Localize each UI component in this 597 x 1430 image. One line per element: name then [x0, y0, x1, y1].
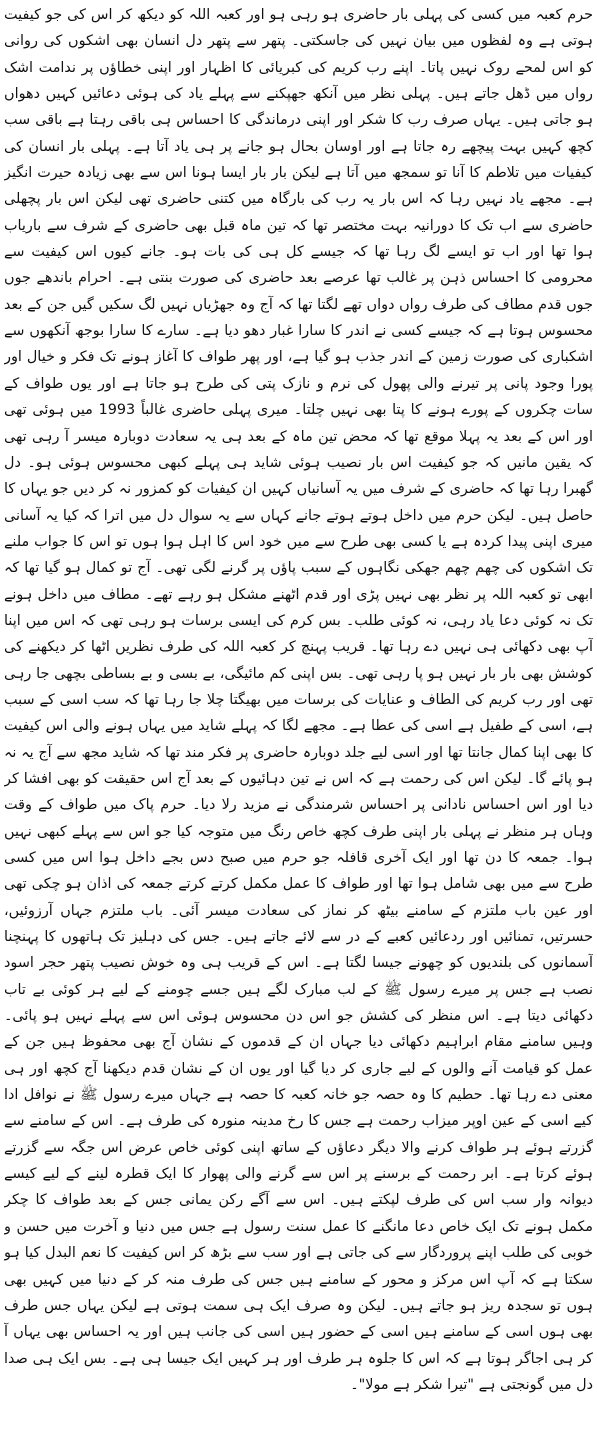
article-paragraph: حرم کعبہ میں کسی کی پہلی بار حاضری ہو رہی ہو اور کعبہ اللہ کو دیکھ کر اس کی جو کیفیت ہوتی ہے وہ لفظوں میں بیان نہیں کی جاسکتی۔ پتھر سے پتھر دل انسان بھی اشکوں کی روانی کو اس لمحے روک نہیں پاتا۔ اپنے رب کریم کی کبریائی کا اظہار اور اپنی خطاؤں پر ندامت اشک رواں میں ڈھل جاتے ہیں۔ پہلی نظر میں آنکھ جھپکنے سے پہلے یاد کی ہوئی دعائیں کہیں دھواں ہو جاتی ہیں۔ یہاں صرف رب کا شکر اور اپنی درماندگی کا احساس ہی باقی رہتا ہے باقی سب کچھ کہیں بہت پیچھے رہ جاتا ہے اور اوسان بحال ہو جانے پر ہی یاد آتا ہے۔ پہلی بار انسان کی کیفیات میں تلاطم کا آنا تو سمجھ میں آتا ہے لیکن بار بار ایسا ہونا اس سے بھی زیادہ حیرت انگیز ہے۔ مجھے یاد نہیں رہا کہ اس بار یہ رب کی بارگاہ میں کتنی حاضری تھی لیکن اس بار پچھلی حاضری سے اب تک کا دورانیہ بہت مختصر تھا کہ تین ماہ قبل بھی حاضری کے شرف سے باریاب ہوا تھا اور اب تو ایسے لگ رہا تھا کہ جیسے کل ہی کی بات ہو۔ جانے کیوں اس کیفیت سے محرومی کا احساس ذہن پر غالب تھا عرصے بعد حاضری کی صورت بنتی ہے۔ احرام باندھے جوں جوں قدم مطاف کی طرف رواں دواں تھے لگتا تھا کہ آج وہ جھڑیاں نہیں لگ سکیں گیں جن کے بعد محسوس ہوتا ہے کہ جیسے کسی نے اندر کا سارا غبار دھو دیا ہے۔ سارے کا سارا بوجھ آنکھوں سے اشکباری کی صورت زمین کے اندر جذب ہو گیا ہے، اور پھر طواف کا آغاز ہونے تک فکر و خیال اور پورا وجود پانی پر تیرنے والی پھول کی نرم و نازک پتی کی طرح ہو جاتا ہے اور یوں طواف کے سات چکروں کے پورے ہونے کا پتا بھی نہیں چلتا۔ میری پہلی حاضری غالباً 1993 میں ہوئی تھی اور اس کے بعد یہ پہلا موقع تھا کہ محض تین ماہ کے بعد ہی یہ سعادت دوبارہ میسر آ رہی تھی کہ یقین مانیں کہ جو کیفیت اس بار نصیب ہوئی شاید ہی پہلے کبھی محسوس ہوئی ہو۔ دل گھبرا رہا تھا کہ حاضری کے شرف میں یہ آسانیاں کہیں ان کیفیات کو کمزور نہ کر دیں جو یہاں کا حاصل ہیں۔ لیکن حرم میں داخل ہوتے ہوتے جانے کہاں سے یہ سوال دل میں اترا کہ کیا یہ آسانی میری اپنی پیدا کردہ ہے یا کسی بھی طرح سے میں خود اس کا اہل ہوا ہوں تو اس کا جواب ملنے تک اشکوں کی چھم چھم جھکی نگاہوں کے سبب پاؤں پر گرنے لگی تھی۔ آج تو کمال ہو گیا تھا کہ ابھی تو کعبہ اللہ پر نظر بھی نہیں پڑی اور قدم اٹھنے مشکل ہو رہے تھے۔ مطاف میں داخل ہونے تک نہ کوئی دعا یاد رہی، نہ کوئی طلب۔ بس کرم کی ایسی برسات ہو رہی تھی کہ اس میں اپنا آپ بھی دکھائی ہی نہیں دے رہا تھا۔ قریب پہنچ کر کعبہ اللہ کی طرف نظریں اٹھا کر دیکھنے کی کوشش بھی بار بار نہیں ہو پا رہی تھی۔ بس اپنی کم مائیگی، بے بسی و بے بساطی بچھی جا رہی تھی اور رب کریم کی الطاف و عنایات کی برسات میں بھیگتا چلا جا رہا تھا کہ سب اسی کے سبب ہے، اسی کے طفیل ہے اسی کی عطا ہے۔ مجھے لگا کہ پہلے شاید میں یہاں ہونے والی اس کیفیت کا بھی اپنا کمال جانتا تھا اور اسی لیے جلد دوبارہ حاضری پر فکر مند تھا کہ شاید مجھ سے آج یہ نہ ہو پائے گا۔ لیکن اس کی رحمت ہے کہ اس نے تین دہائیوں کے بعد آج اس حقیقت کو بھی افشا کر دیا اور اس احساس نادانی پر احساس شرمندگی نے مزید رلا دیا۔ حرم پاک میں طواف کے وقت وہاں ہر منظر نے پہلی بار اپنی طرف کچھ خاص رنگ میں متوجہ کیا جو اس سے پہلے کبھی نہیں ہوا۔ جمعہ کا دن تھا اور ایک آخری قافلہ جو حرم میں صبح دس بجے داخل ہوا اس میں کسی طرح سے میں بھی شامل ہوا تھا اور طواف کا عمل مکمل کرتے کرتے جمعہ کی اذان ہو چکی تھی اور عین باب ملتزم کے سامنے بیٹھ کر نماز کی سعادت میسر آئی۔ باب ملتزم جہاں آرزوئیں، حسرتیں، تمنائیں اور ردعائیں کعبے کے در سے لائے جاتے ہیں۔ جس کی دہلیز تک ہاتھوں کا پہنچنا آسمانوں کی بلندیوں کو چھونے جیسا لگتا ہے۔ اس کے قریب ہی وہ خوش نصیب پتھر حجر اسود نصب ہے جس پر میرے رسول ﷺ کے لب مبارک لگے ہیں جسے چومنے کے لیے ہر کوئی بے تاب دکھائی دیتا ہے۔ اس منظر کی کشش جو اس دن محسوس ہوئی اس سے پہلے نہیں ہو پائی۔ وہیں سامنے مقام ابراہیم دکھائی دیا جہاں ان کے قدموں کے نشان آج بھی محفوظ ہیں جن کے عمل کو قیامت آنے والوں کے لیے جاری کر دیا گیا اور یوں ان کے نشان قدم دیکھنا آج کچھ اور ہی معنی دے رہا تھا۔ حطیم کا وہ حصہ جو خانہ کعبہ کا حصہ ہے جہاں میرے رسول ﷺ نے نوافل ادا کیے اسی کے عین اوپر میزاب رحمت ہے جس کا رخ مدینہ منورہ کی طرف ہے۔ اس کے سامنے سے گزرتے ہوئے ہر طواف کرنے والا دیگر دعاؤں کے ساتھ اپنی کوئی خاص عرض اس جگہ سے گزرتے ہوئے کرتا ہے۔ ابر رحمت کے برسنے پر اس سے گرنے والی پھوار کا ایک قطرہ لینے کے لیے کیسے دیوانہ وار سب اس کی طرف لپکتے ہیں۔ اس سے آگے رکن یمانی جس کے بعد طواف کا چکر مکمل ہونے تک ایک خاص دعا مانگنے کا عمل سنت رسول ہے جس میں دنیا و آخرت میں حسن و خوبی کی طلب اپنے پروردگار سے کی جاتی ہے اور سب سے بڑھ کر اس کیفیت کا نعم البدل کیا ہو سکتا ہے کہ آپ اس مرکز و محور کے سامنے ہیں جس کی طرف منہ کر کے دنیا میں کہیں بھی ہوں تو سجدہ ریز ہو جاتے ہیں۔ لیکن وہ صرف ایک ہی سمت ہوتی ہے لیکن یہاں جس طرف بھی ہوں اسی کے سامنے ہیں اسی کے حضور ہیں اسی کی جانب ہیں اور یہ احساس بھی یہاں آ کر ہی اجاگر ہوتا ہے کہ اس کا جلوہ ہر طرف اور ہر کہیں ایک جیسا ہی ہے۔ بس ایک ہی صدا دل میں گونجتی ہے "تیرا شکر ہے مولا"۔ — [4, 7, 593, 1393]
article-column — [4, 0, 593, 1398]
article-page — [4, 0, 593, 1430]
